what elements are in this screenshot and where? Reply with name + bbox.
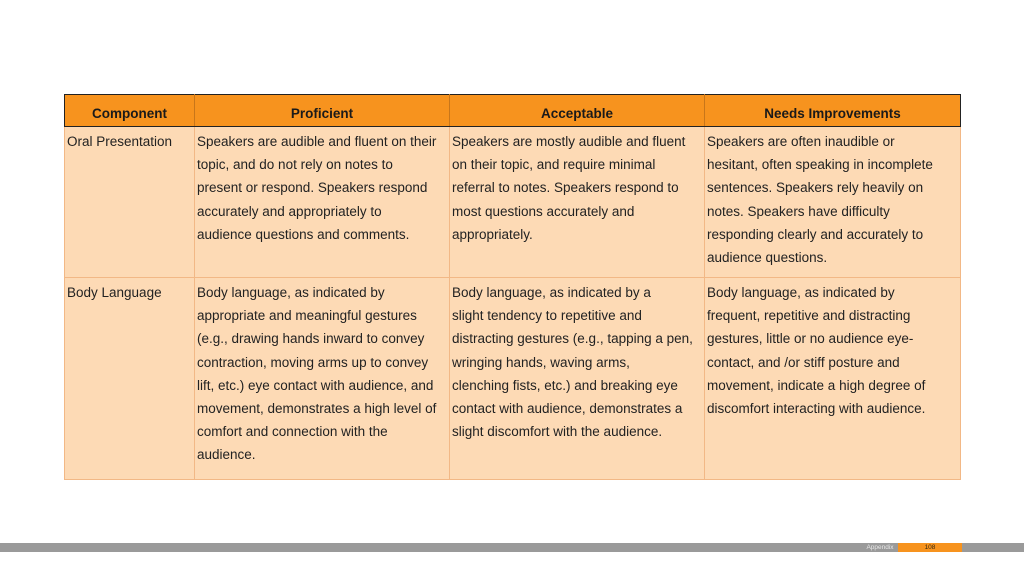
table-row: [65, 278, 961, 480]
cell-line: audience questions and comments.: [197, 226, 410, 242]
cell-line: (e.g., drawing hands inward to convey: [197, 331, 425, 347]
cell-line: movement, indicate a high degree of: [707, 377, 926, 393]
needs-improvements-cell: [705, 278, 961, 480]
page-number: 108: [898, 543, 962, 552]
cell-line: topic, and do not rely on notes to: [197, 157, 393, 173]
cell-line: discomfort interacting with audience.: [707, 401, 926, 417]
cell-line: wringing hands, waving arms,: [452, 354, 630, 370]
cell-line: on their topic, and require minimal: [452, 157, 656, 173]
cell-line: frequent, repetitive and distracting: [707, 308, 911, 324]
cell-line: distracting gestures (e.g., tapping a pen,: [452, 331, 693, 347]
cell-line: responding clearly and accurately to: [707, 226, 924, 242]
acceptable-cell: [450, 127, 705, 278]
header-proficient: Proficient: [195, 95, 450, 127]
cell-line: lift, etc.) eye contact with audience, and: [197, 377, 434, 393]
footer-section-label: Appendix: [866, 544, 894, 551]
header-needs-improvements: Needs Improvements: [705, 95, 961, 127]
header-row: [65, 95, 961, 127]
cell-line: audience.: [197, 447, 256, 463]
cell-line: Speakers are audible and fluent on their: [197, 134, 437, 149]
cell-line: Body language, as indicated by: [707, 285, 895, 300]
cell-line: appropriate and meaningful gestures: [197, 308, 417, 324]
cell-line: slight tendency to repetitive and: [452, 308, 642, 324]
cell-line: accurately and appropriately to: [197, 203, 382, 219]
cell-line: present or respond. Speakers respond: [197, 180, 428, 196]
cell-line: referral to notes. Speakers respond to: [452, 180, 679, 196]
component-cell: Body Language: [65, 278, 195, 480]
cell-line: clenching fists, etc.) and breaking eye: [452, 377, 678, 393]
cell-line: Body language, as indicated by a: [452, 285, 651, 300]
component-cell: Oral Presentation: [65, 127, 195, 278]
cell-line: most questions accurately and: [452, 203, 635, 219]
header-component: Component: [65, 95, 195, 127]
proficient-cell: [195, 278, 450, 480]
header-acceptable: Acceptable: [450, 95, 705, 127]
acceptable-cell: [450, 278, 705, 480]
cell-line: Body language, as indicated by: [197, 285, 385, 300]
cell-line: comfort and connection with the: [197, 424, 388, 440]
cell-line: sentences. Speakers rely heavily on: [707, 180, 924, 196]
rubric-table: [64, 94, 961, 480]
cell-line: audience questions.: [707, 250, 828, 266]
cell-line: gestures, little or no audience eye-: [707, 331, 914, 347]
cell-line: contraction, moving arms up to convey: [197, 354, 429, 370]
cell-line: appropriately.: [452, 226, 533, 242]
cell-line: notes. Speakers have difficulty: [707, 203, 890, 219]
cell-line: Speakers are often inaudible or: [707, 134, 895, 149]
cell-line: slight discomfort with the audience.: [452, 424, 663, 440]
cell-line: contact with audience, demonstrates a: [452, 401, 683, 417]
needs-improvements-cell: [705, 127, 961, 278]
cell-line: movement, demonstrates a high level of: [197, 401, 437, 417]
proficient-cell: [195, 127, 450, 278]
cell-line: contact, and /or stiff posture and: [707, 354, 900, 370]
table-row: [65, 127, 961, 278]
cell-line: hesitant, often speaking in incomplete: [707, 157, 933, 173]
cell-line: Speakers are mostly audible and fluent: [452, 134, 686, 149]
